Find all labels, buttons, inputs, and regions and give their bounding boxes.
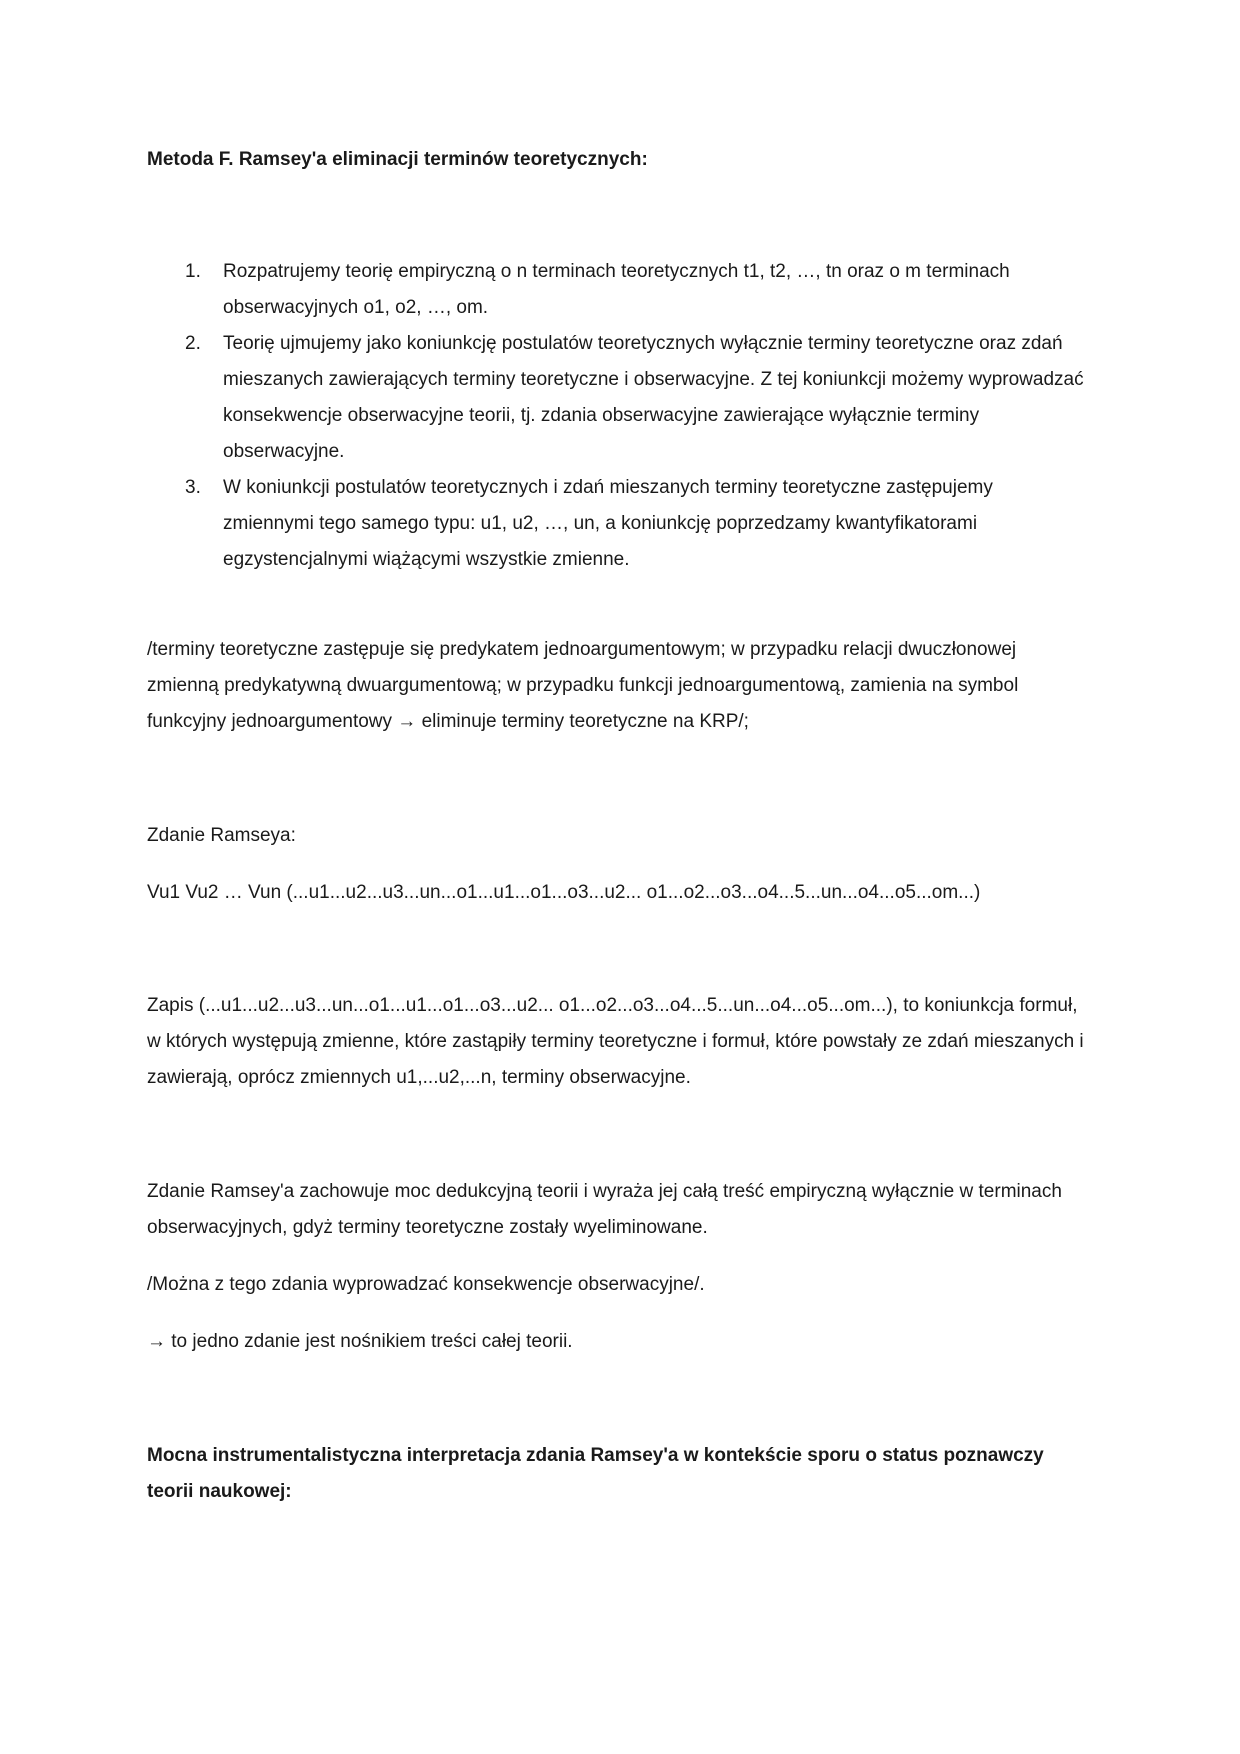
list-item-text: W koniunkcji postulatów teoretycznych i zdań mieszanych terminy teoretyczne zastępujemy zmiennymi tego samego typu: u1, u2, …, un, a koniunkcję poprzedzamy kwantyfikatorami egzystencjalnymi wiążącymi wszystkie zmienne. [223,477,993,570]
section-heading-instrumentalist: Mocna instrumentalistyczna interpretacja zdania Ramsey'a w kontekście sporu o status poznawczy teorii naukowej: [147,1445,1044,1502]
list-item [147,254,1087,326]
section-heading-ramsey-method: Metoda F. Ramsey'a eliminacji terminów teoretycznych: [147,149,648,170]
ramsey-sentence-label: Zdanie Ramseya: [147,825,296,846]
conclusion-paragraph: Zdanie Ramsey'a zachowuje moc dedukcyjną teorii i wyraża jej całą treść empiryczną wyłącznie w terminach obserwacyjnych, gdyż terminy teoretyczne zostały wyeliminowane. [147,1181,1062,1238]
list-item-text: Rozpatrujemy teorię empiryczną o n terminach teoretycznych t1, t2, …, tn oraz o m terminach obserwacyjnych o1, o2, …, om. [223,261,1010,318]
arrow-note-paragraph: → to jedno zdanie jest nośnikiem treści całej teorii. [147,1331,573,1352]
zapis-paragraph: Zapis (...u1...u2...u3...un...o1...u1...o1...o3...u2... o1...o2...o3...o4...5...un...o4...o5...om...), to koniunkcja formuł, w których występują zmienne, które zastąpiły terminy teoretyczne i formuł, które powstały ze zdań mieszanych i zawierają, oprócz zmiennych u1,...u2,...n, terminy obserwacyjne. [147,995,1084,1088]
steps-list [147,254,1087,578]
list-item-number: 2. [185,333,201,354]
list-item [147,470,1087,578]
note-paragraph-predicates: /terminy teoretyczne zastępuje się predykatem jednoargumentowym; w przypadku relacji dwuczłonowej zmienną predykatywną dwuargumentową; w przypadku funkcji jednoargumentową, zamienia na symbol funkcyjny jednoargumentowy → eliminuje terminy teoretyczne na KRP/; [147,639,1019,732]
list-item [147,326,1087,470]
ramsey-sentence-formula: Vu1 Vu2 … Vun (...u1...u2...u3...un...o1...u1...o1...o3...u2... o1...o2...o3...o4...5...un...o4...o5...om...) [147,882,981,903]
list-item-text: Teorię ujmujemy jako koniunkcję postulatów teoretycznych wyłącznie terminy teoretyczne oraz zdań mieszanych zawierających terminy teoretyczne i obserwacyjne. Z tej koniunkcji możemy wyprowadzać konsekwencje obserwacyjne teorii, tj. zdania obserwacyjne zawierające wyłącznie terminy obserwacyjne. [223,333,1084,462]
note-paragraph-consequences: /Można z tego zdania wyprowadzać konsekwencje obserwacyjne/. [147,1274,705,1295]
list-item-number: 3. [185,477,201,498]
list-item-number: 1. [185,261,201,282]
